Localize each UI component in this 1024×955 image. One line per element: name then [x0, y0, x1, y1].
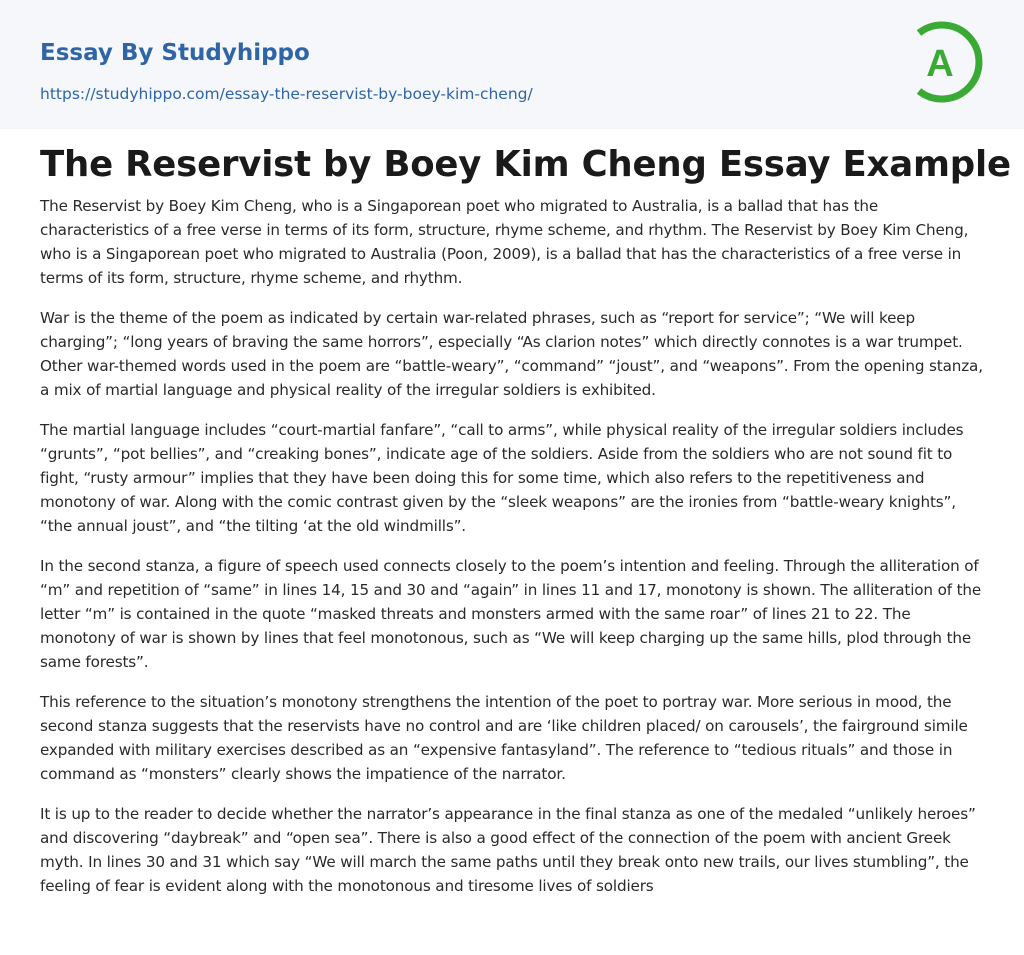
essay-paragraph: War is the theme of the poem as indicated by certain war-related phrases, such as “report for service”; “We will keep charging”; “long years of braving the same horrors”, especially “As clarion notes” which directly connotes is a war trumpet. Other war-themed words used in the poem are “battle-weary”, “command” “joust”, and “weapons”. From the opening stanza, a mix of martial language and physical reality of the irregular soldiers is exhibited. — [40, 309, 983, 399]
essay-paragraph: It is up to the reader to decide whether the narrator’s appearance in the final stanza as one of the medaled “unlikely heroes” and discovering “daybreak” and “open sea”. There is also a good effect of the connection of the poem with ancient Greek myth. In lines 30 and 31 which say “We will march the same paths until they break onto new trails, our lives stumbling”, the feeling of fear is evident along with the monotonous and tiresome lives of soldiers — [40, 805, 976, 895]
essay-paragraph: This reference to the situation’s monotony strengthens the intention of the poet to portray war. More serious in mood, the second stanza suggests that the reservists have no control and are ‘like children placed/ on carousels’, the fairground simile expanded with military exercises described as an “expensive fantasyland”. The reference to “tedious rituals” and those in command as “monsters” clearly shows the impatience of the narrator. — [40, 693, 968, 783]
studyhippo-logo-icon[interactable] — [908, 16, 992, 108]
essay-paragraph: The Reservist by Boey Kim Cheng, who is a Singaporean poet who migrated to Australia, is a ballad that has the characteristics of a free verse in terms of its form, structure, rhyme scheme, and rhythm. The Reservist by Boey Kim Cheng, who is a Singaporean poet who migrated to Australia (Poon, 2009), is a ballad that has the characteristics of a free verse in terms of its form, structure, rhyme scheme, and rhythm. — [40, 197, 969, 287]
essay-body — [40, 194, 986, 914]
site-header — [0, 0, 1024, 129]
brand-title[interactable]: Essay By Studyhippo — [40, 40, 310, 66]
essay-paragraph: The martial language includes “court-martial fanfare”, “call to arms”, while physical reality of the irregular soldiers includes “grunts”, “pot bellies”, and “creaking bones”, indicate age of the soldiers. Aside from the soldiers who are not sound fit to fight, “rusty armour” implies that they have been doing this for some time, which also refers to the repetitiveness and monotony of war. Along with the comic contrast given by the “sleek weapons” are the ironies from “battle-weary knights”, “the annual joust”, and “the tilting ‘at the old windmills”. — [40, 421, 964, 535]
source-url-link[interactable]: https://studyhippo.com/essay-the-reservist-by-boey-kim-cheng/ — [40, 85, 533, 103]
essay-paragraph: In the second stanza, a figure of speech used connects closely to the poem’s intention and feeling. Through the alliteration of “m” and repetition of “same” in lines 14, 15 and 30 and “again” in lines 11 and 17, monotony is shown. The alliteration of the letter “m” is contained in the quote “masked threats and monsters armed with the same roar” of lines 21 to 22. The monotony of war is shown by lines that feel monotonous, such as “We will keep charging up the same hills, plod through the same forests”. — [40, 557, 982, 671]
essay-title: The Reservist by Boey Kim Cheng Essay Example — [40, 144, 1011, 185]
logo-letter: A — [926, 43, 954, 85]
